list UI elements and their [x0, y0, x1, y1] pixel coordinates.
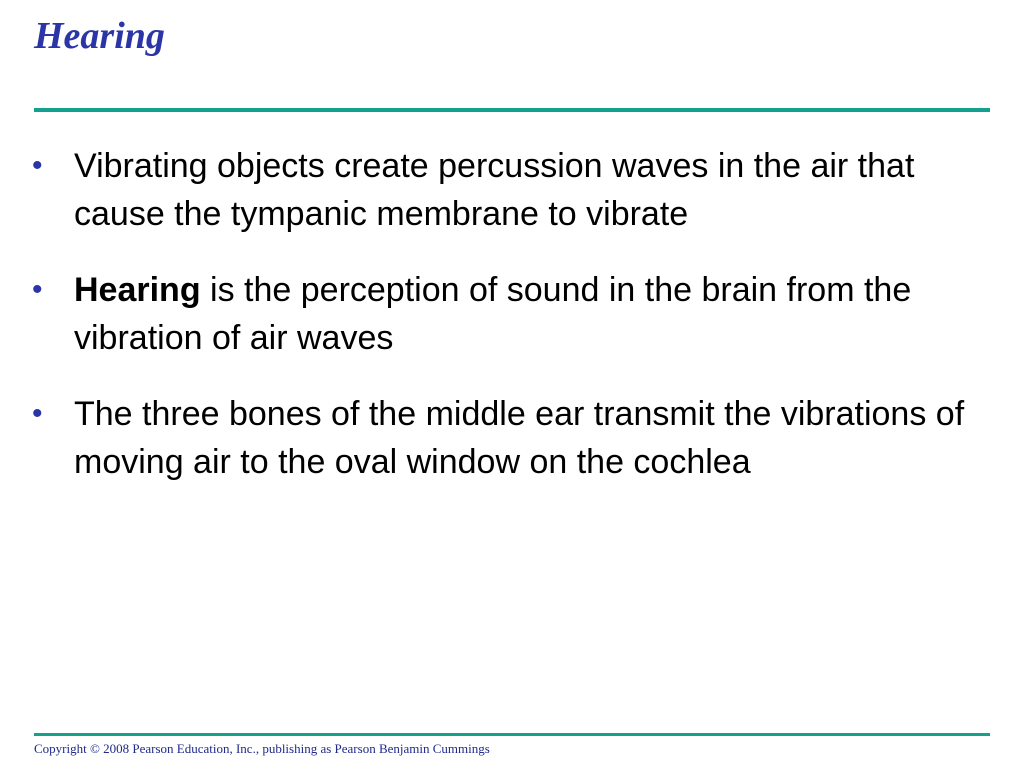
bullet-item	[30, 390, 970, 486]
bullet-text: Vibrating objects create percussion waves in the air that cause the tympanic membrane to vibrate	[74, 147, 915, 233]
bullet-icon: •	[32, 273, 43, 306]
bullet-item	[30, 266, 970, 362]
title-divider	[34, 108, 990, 112]
bullet-bold-term: Hearing	[74, 271, 201, 309]
bullet-icon: •	[32, 149, 43, 182]
bullet-icon: •	[32, 397, 43, 430]
copyright-footer: Copyright © 2008 Pearson Education, Inc., publishing as Pearson Benjamin Cummings	[34, 741, 490, 756]
slide-title: Hearing	[34, 15, 165, 57]
bullet-item	[30, 142, 970, 238]
bullet-list	[30, 142, 970, 514]
bullet-text: The three bones of the middle ear transmit the vibrations of moving air to the oval window on the cochlea	[74, 395, 965, 481]
footer-divider	[34, 733, 990, 736]
bullet-text: is the perception of sound in the brain from the vibration of air waves	[74, 271, 912, 357]
